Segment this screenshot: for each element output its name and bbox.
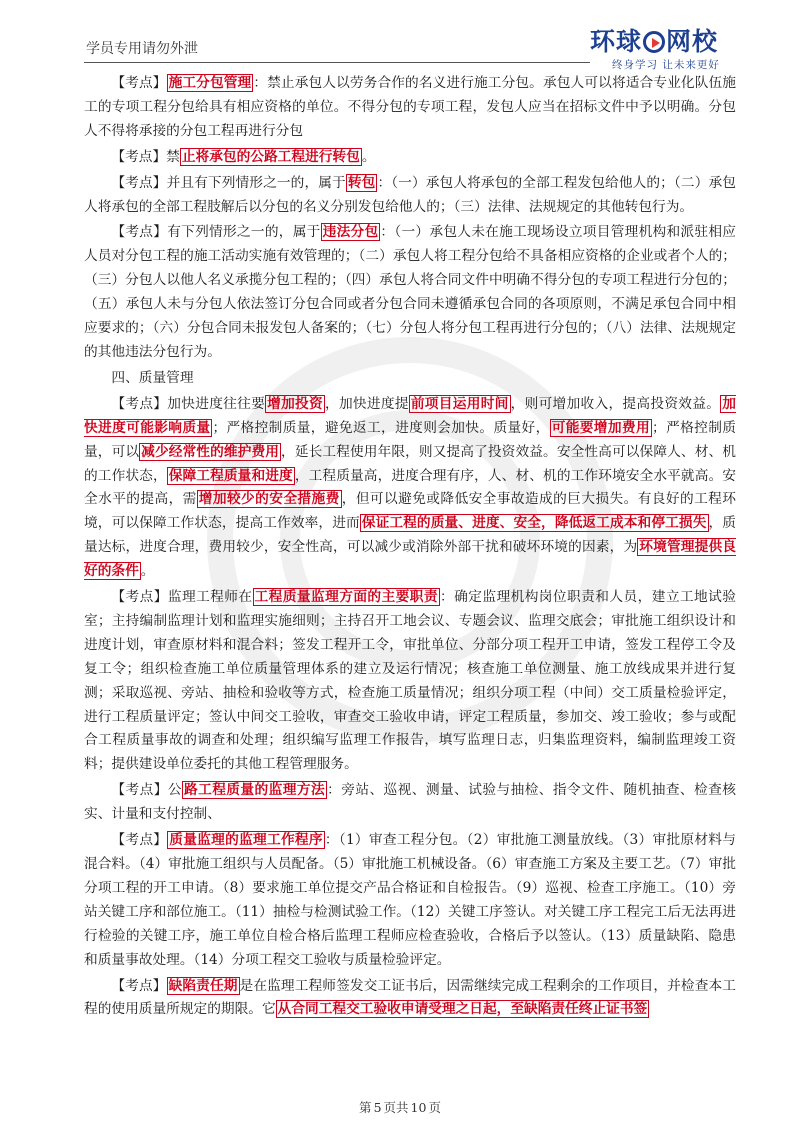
exam-point-paragraph xyxy=(84,72,736,144)
page-footer xyxy=(0,1098,800,1116)
section-heading xyxy=(84,367,736,391)
exam-point-tag: 【考点】 xyxy=(111,977,167,994)
exam-point-tag: 【考点】 xyxy=(111,395,168,412)
exam-point-paragraph xyxy=(84,146,736,170)
exam-point-tag: 【考点】 xyxy=(111,174,167,191)
logo-wordmark xyxy=(590,28,740,56)
highlighted-keyword: 环境管理提供良好的条件 xyxy=(84,539,736,580)
highlighted-keyword: 前项目运用时间 xyxy=(410,395,509,412)
highlighted-keyword: 保障工程质量和进度 xyxy=(168,467,293,484)
body-text: 。 xyxy=(140,563,155,580)
play-globe-icon xyxy=(643,31,665,53)
page-number-prefix: 第 xyxy=(359,1100,372,1115)
body-text: ，质量达标，进度合理，费用较少，安全性高，可以减少或消除外部干扰和破坏环境的因素，为 xyxy=(84,515,736,556)
body-text: 禁 xyxy=(166,148,180,165)
body-text: 四、质量管理 xyxy=(111,369,194,386)
exam-point-tag: 【考点】 xyxy=(111,782,168,799)
exam-point-paragraph xyxy=(84,221,736,364)
body-text: 公 xyxy=(167,782,182,799)
body-text: ，延长工程使用年限，则又提高了投资效益。安全性高可以保障人、材、机的工作状态， xyxy=(84,443,736,484)
body-text: ，工程质量高，进度合理有序，人、材、机的工作环境安全水平就高。安全水平的提高，需 xyxy=(84,467,736,508)
highlighted-keyword: 违法分包 xyxy=(322,224,379,241)
exam-point-paragraph xyxy=(84,779,736,827)
body-text: 有下列情形之一的，属于 xyxy=(167,224,321,241)
highlighted-keyword: 增加投资 xyxy=(267,395,323,412)
highlighted-keyword: 路工程质量的监理方法 xyxy=(183,782,326,799)
highlighted-keyword: 止将承包的公路工程进行转包 xyxy=(181,148,360,165)
confidential-note: 学员专用请勿外泄 xyxy=(86,41,198,57)
body-text: ：旁站、巡视、测量、试验与抽检、指令文件、随机抽查、检查核实、计量和支付控制、 xyxy=(84,782,736,823)
body-text: ，加快进度提 xyxy=(324,395,409,412)
logo-slogan: 终身学习 让未来更好 xyxy=(612,59,720,71)
exam-point-paragraph xyxy=(84,586,736,777)
body-text: ；严格控制质量，避免返工，进度则会加快。质量好， xyxy=(212,419,550,436)
body-text: ：确定监理机构岗位职责和人员，建立工地试验室；主持编制监理计划和监理实施细则；主持召开工地会议、专题会议、监理交底会；审批施工组织设计和进度计划，审查原材料和混合料；签发工程开工令，审批单位、分部分项工程开工申请，签发工程停工令及复工令；组织检查施工单位质量管理体系的建立及运行情况；核查施工单位测量、施工放线成果并进行复测；采取巡视、旁站、抽检和验收等方式，检查施工质量情况；组织分项工程（中间）交工质量检验评定，进行工程质量评定；签认中间交工验收，审查交工验收申请，评定工程质量，参加交、竣工验收；参与或配合工程质量事故的调查和处理；组织编写监理工作报告，填写监理日志，归集监理资料，编制监理竣工资料；提供建设单位委托的其他工程管理服务。 xyxy=(84,589,736,773)
exam-point-paragraph xyxy=(84,172,736,220)
current-page-number: 5 xyxy=(373,1100,382,1115)
exam-point-paragraph xyxy=(84,393,736,584)
body-text: ，但可以避免或降低安全事故造成的巨大损失。有良好的工程环境，可以保障工作状态，提高工作效率，进而 xyxy=(84,491,736,532)
total-page-count: 10 xyxy=(410,1100,427,1115)
highlighted-keyword: 缺陷责任期 xyxy=(168,977,238,994)
exam-point-tag: 【考点】 xyxy=(111,75,167,91)
highlighted-keyword: 减少经常性的维护费用 xyxy=(141,443,280,460)
body-text: ：禁止承包人以劳务合作的名义进行施工分包。承包人可以将适合专业化队伍施工的专项工程分包给具有相应资格的单位。不得分包的专项工程，发包人应当在招标文件中予以明确。分包人不得将承接的分包工程再进行分包 xyxy=(84,75,736,139)
exam-point-paragraph xyxy=(84,829,736,972)
logo-left-text: 环球 xyxy=(590,27,643,56)
exam-point-tag: 【考点】 xyxy=(111,589,168,606)
brand-logo xyxy=(590,28,740,72)
highlighted-keyword: 保证工程的质量、进度、安全，降低返工成本和停工损失 xyxy=(361,515,707,532)
highlighted-keyword: 转包 xyxy=(347,174,376,191)
body-text: 监理工程师在 xyxy=(167,589,253,606)
highlighted-keyword: 质量监理的监理工作程序 xyxy=(169,832,323,849)
highlighted-keyword: 工程质量监理方面的主要职责 xyxy=(254,589,439,606)
exam-point-tag: 【考点】 xyxy=(111,832,168,849)
body-text: ；严格控制质量，可以 xyxy=(84,419,736,460)
body-text: 。 xyxy=(361,148,376,165)
page-number-middle: 页共 xyxy=(383,1100,409,1115)
body-text: ：（一）承包人将承包的全部工程发包给他人的；（二）承包人将承包的全部工程肢解后以分包的名义分别发包给他人的；（三）法律、法规规定的其他转包行为。 xyxy=(84,174,736,215)
page-number-suffix: 页 xyxy=(428,1100,441,1115)
highlighted-keyword: 增加较少的安全措施费 xyxy=(198,491,340,508)
body-text: ：（1）审查工程分包。（2）审批施工测量放线。（3）审批原材料与混合料。（4）审批施工组织与人员配备。（5）审批施工机械设备。（6）审查施工方案及主要工艺。（7）审批分项工程的开工申请。（8）要求施工单位提交产品合格证和自检报告。（9）巡视、检查工序施工。（10）旁站关键工序和部位施工。（11）抽检与检测试验工作。（12）关键工序签认。对关键工序工程完工后无法再进行检验的关键工序，施工单位自检合格后监理工程师应检查验收，合格后予以签认。（13）质量缺陷、隐患和质量事故处理。（14）分项工程交工验收与质量检验评定。 xyxy=(84,832,736,968)
body-text: 加快进度往往要 xyxy=(167,395,266,412)
highlighted-keyword: 加快进度可能影响质量 xyxy=(84,395,736,436)
exam-point-tag: 【考点】 xyxy=(111,224,168,241)
highlighted-keyword: 可能要增加费用 xyxy=(551,419,651,436)
body-text: 是在监理工程师签发交工证书后，因需继续完成工程剩余的工作项目，并检查本工程的使用质量所规定的期限。它 xyxy=(84,977,736,1018)
exam-point-paragraph xyxy=(84,975,736,1023)
document-body xyxy=(84,72,736,1024)
body-text: 并且有下列情形之一的，属于 xyxy=(166,174,346,191)
exam-point-tag: 【考点】 xyxy=(111,148,167,165)
highlighted-keyword: 施工分包管理 xyxy=(168,75,252,91)
body-text: ：（一）承包人未在施工现场设立项目管理机构和派驻相应人员对分包工程的施工活动实施有效管理的；（二）承包人将工程分包给不具备相应资格的企业或者个人的；（三）分包人以他人名义承揽分包工程的；（四）承包人将合同文件中明确不得分包的专项工程进行分包的；（五）承包人未与分包人依法签订分包合同或者分包合同未遵循承包合同的各项原则，不满足承包合同中相应要求的；（六）分包合同未报发包人备案的；（七）分包人将分包工程再进行分包的；（八）法律、法规规定的其他违法分包行为。 xyxy=(84,224,736,360)
body-text: ，则可增加收入，提高投资效益。 xyxy=(510,395,721,412)
page-header xyxy=(0,0,800,78)
highlighted-keyword: 从合同工程交工验收申请受理之日起，至缺陷责任终止证书签 xyxy=(277,1001,648,1018)
logo-right-text: 网校 xyxy=(666,27,719,56)
header-divider xyxy=(84,62,590,63)
